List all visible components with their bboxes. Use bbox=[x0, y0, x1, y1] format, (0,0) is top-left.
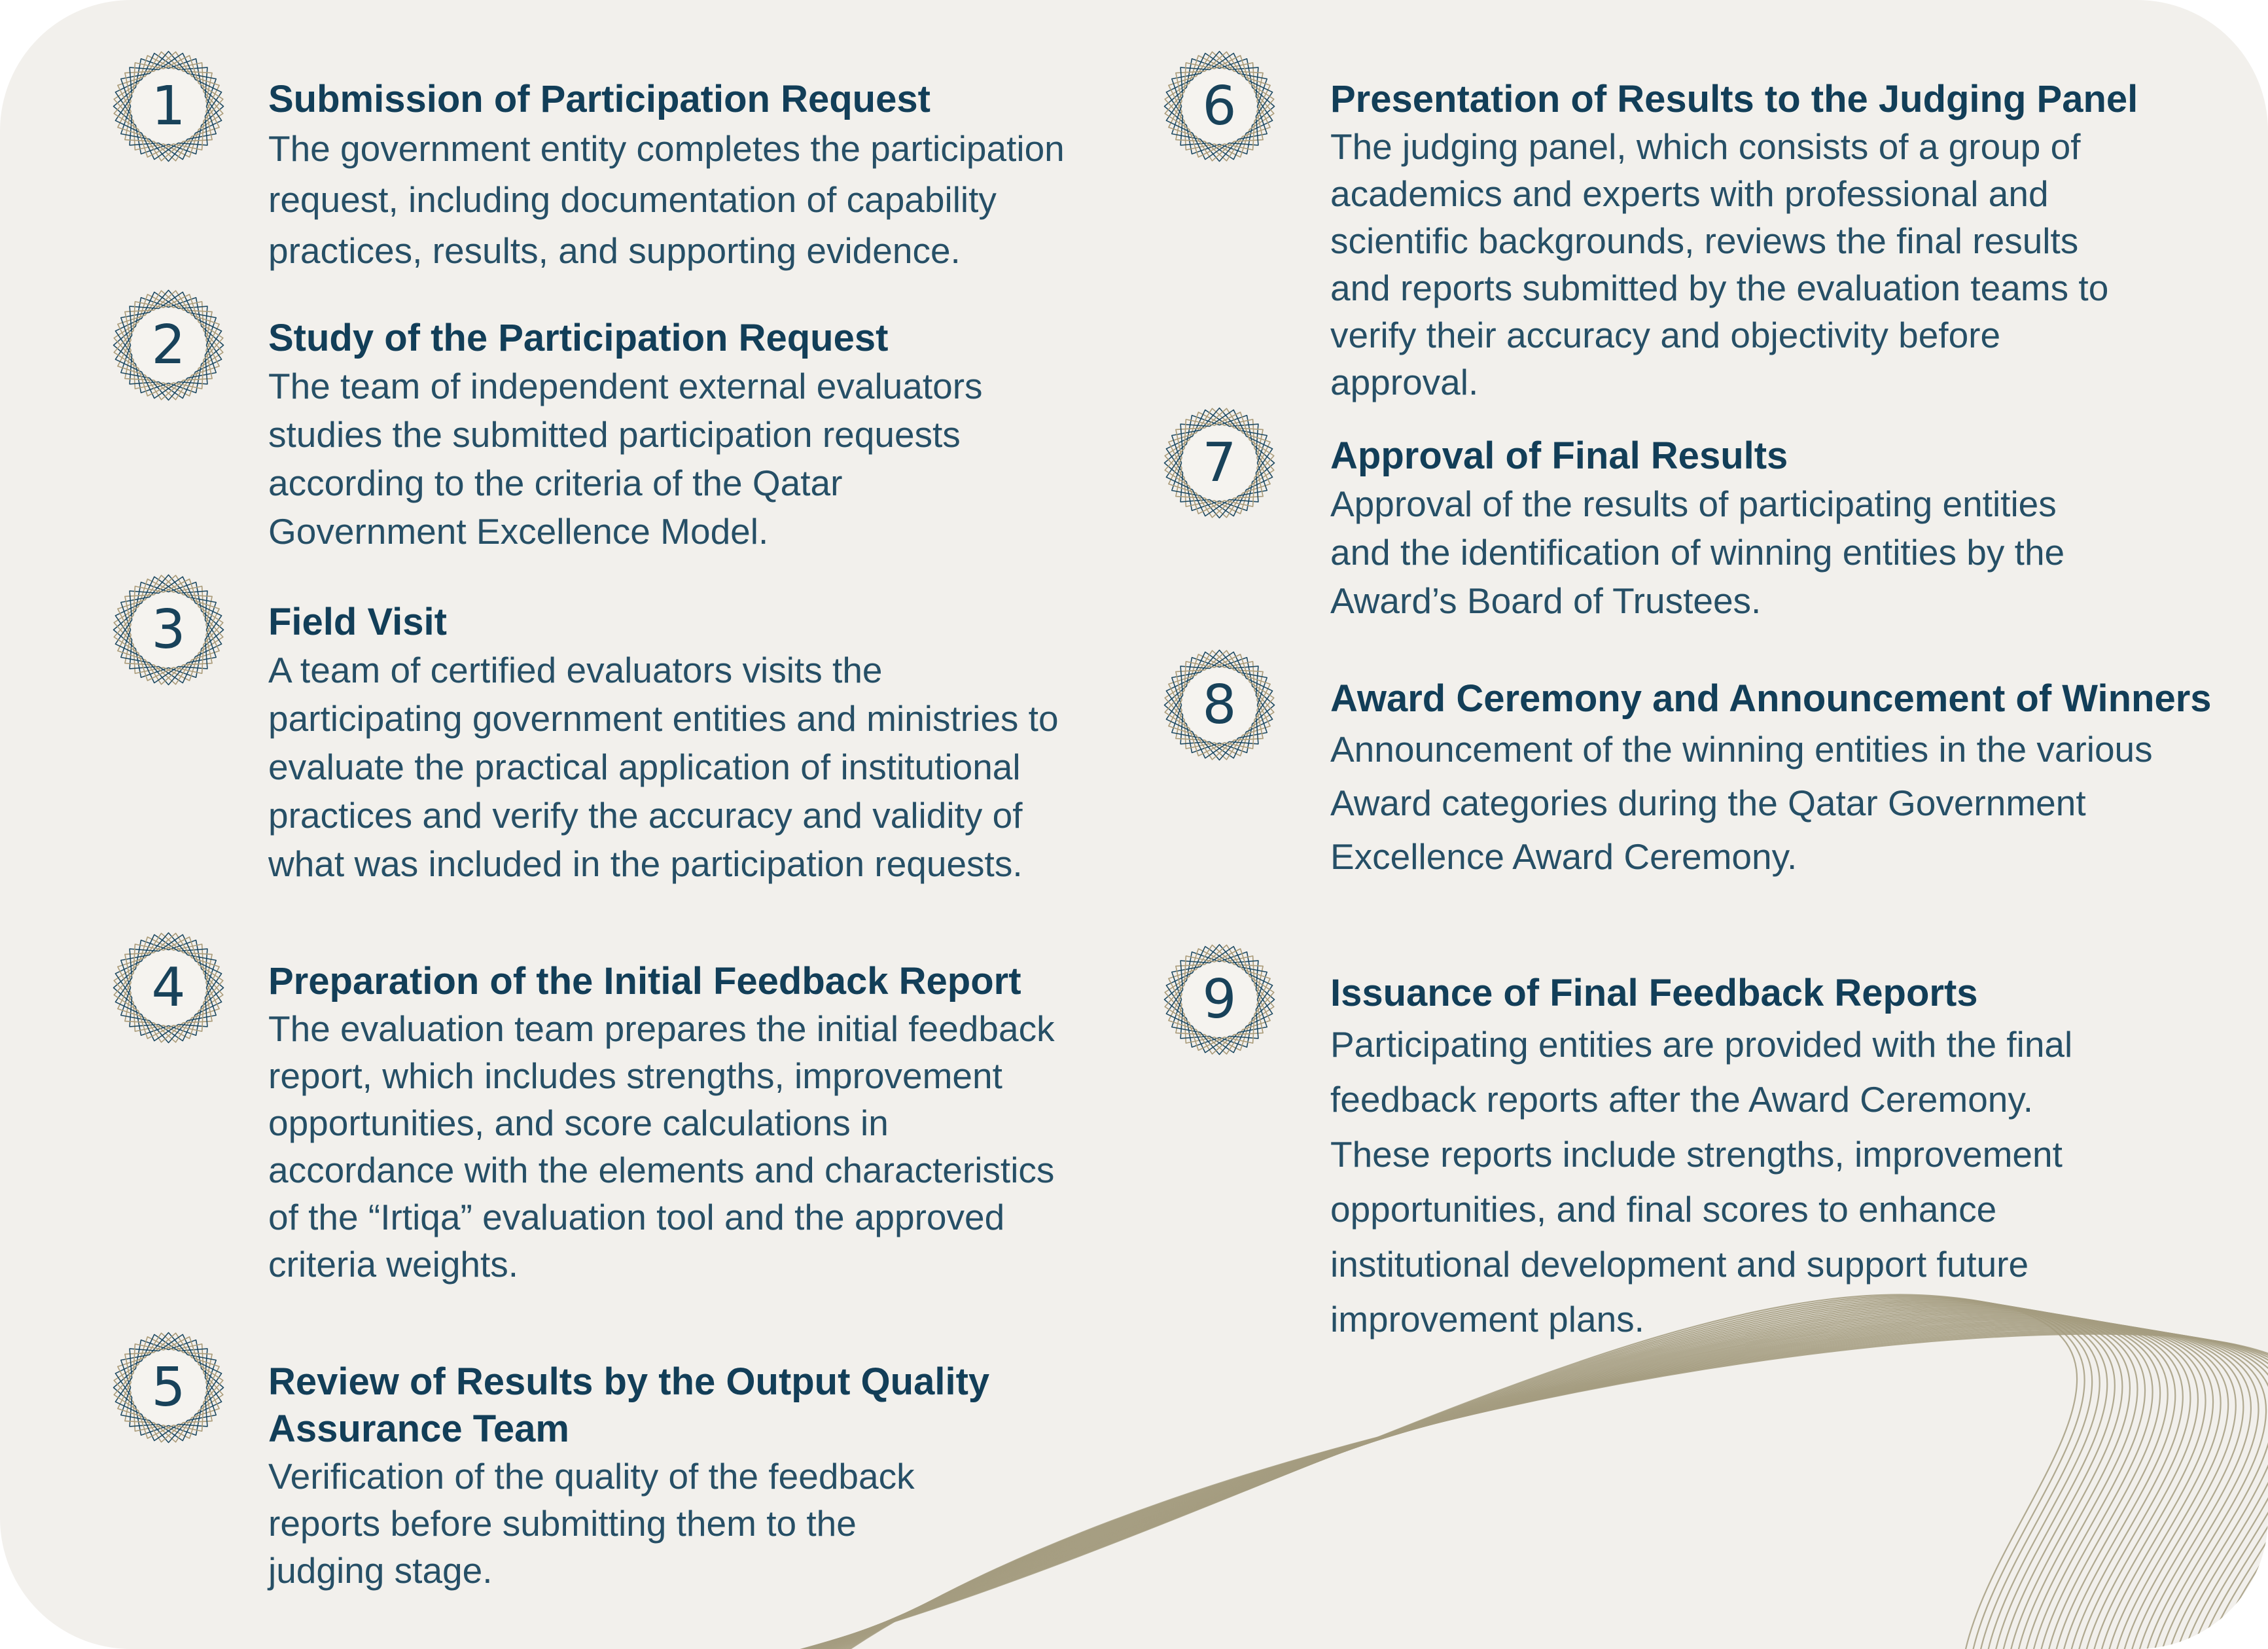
step-description-line: The evaluation team prepares the initial feedback bbox=[268, 1008, 1055, 1049]
step-number: 1 bbox=[151, 75, 186, 137]
step-description-line: criteria weights. bbox=[268, 1244, 519, 1285]
step-description-line: reports before submitting them to the bbox=[268, 1503, 857, 1544]
step-description-line: Excellence Award Ceremony. bbox=[1330, 836, 1798, 877]
step-description-line: approval. bbox=[1330, 362, 1479, 402]
step-description-line: studies the submitted participation requests bbox=[268, 414, 961, 455]
step-number-badge bbox=[111, 931, 226, 1045]
step-text bbox=[268, 1358, 1008, 1594]
step-text bbox=[268, 599, 1119, 888]
step-text bbox=[268, 315, 1119, 556]
step-title: Award Ceremony and Announcement of Winners bbox=[1330, 677, 2212, 720]
step-description-line: practices and verify the accuracy and validity of bbox=[268, 795, 1023, 836]
step-description-line: The judging panel, which consists of a group of bbox=[1330, 126, 2081, 167]
step-description-line: The team of independent external evaluators bbox=[268, 366, 983, 406]
step-description-line: participating government entities and ministries to bbox=[268, 698, 1059, 739]
step-number-badge bbox=[111, 49, 226, 164]
step-number-badge bbox=[111, 288, 226, 402]
step-description-line: judging stage. bbox=[268, 1550, 493, 1591]
step-description-line: of the “Irtiqa” evaluation tool and the approved bbox=[268, 1197, 1005, 1237]
step-title: Preparation of the Initial Feedback Report bbox=[268, 960, 1021, 1002]
step-description-line: and the identification of winning entities by the bbox=[1330, 532, 2065, 573]
step-description-line: report, which includes strengths, improvement bbox=[268, 1055, 1002, 1096]
step-description-line: request, including documentation of capability bbox=[268, 179, 997, 220]
step-title: Study of the Participation Request bbox=[268, 317, 889, 359]
step-description-line: opportunities, and final scores to enhance bbox=[1330, 1189, 1997, 1230]
step-description-line: feedback reports after the Award Ceremony. bbox=[1330, 1079, 2034, 1120]
step-number: 4 bbox=[151, 957, 186, 1019]
step-description-line: verify their accuracy and objectivity before bbox=[1330, 315, 2001, 355]
step-description-line: opportunities, and score calculations in bbox=[268, 1103, 889, 1143]
step-description-line: what was included in the participation requests. bbox=[268, 843, 1023, 884]
step-number-badge bbox=[1162, 406, 1277, 520]
step-number: 2 bbox=[151, 314, 186, 376]
step-description-line: Award categories during the Qatar Government bbox=[1330, 783, 2086, 823]
step-number: 5 bbox=[151, 1356, 186, 1419]
step-description-line: improvement plans. bbox=[1330, 1299, 1644, 1339]
step-description-line: academics and experts with professional and bbox=[1330, 173, 2049, 214]
step-description-line: evaluate the practical application of institutional bbox=[268, 747, 1021, 787]
step-text bbox=[268, 958, 1119, 1288]
step-number: 7 bbox=[1202, 432, 1237, 494]
step-description-line: Verification of the quality of the feedback bbox=[268, 1456, 915, 1497]
step-title: Issuance of Final Feedback Reports bbox=[1330, 972, 1978, 1014]
step-title: Presentation of Results to the Judging Panel bbox=[1330, 78, 2138, 120]
step-number-badge bbox=[1162, 648, 1277, 762]
step-text bbox=[1330, 675, 2233, 883]
step-number-badge bbox=[111, 573, 226, 687]
step-description-line: according to the criteria of the Qatar bbox=[268, 463, 843, 503]
step-title: Submission of Participation Request bbox=[268, 78, 930, 120]
step-description-line: The government entity completes the participation bbox=[268, 128, 1065, 169]
step-description-line: accordance with the elements and characteristics bbox=[268, 1150, 1055, 1190]
step-title: Review of Results by the Output Quality Assurance Team bbox=[268, 1360, 990, 1450]
step-description-line: Announcement of the winning entities in the various bbox=[1330, 729, 2153, 770]
step-description-line: scientific backgrounds, reviews the final results bbox=[1330, 221, 2079, 261]
step-number: 8 bbox=[1202, 674, 1237, 736]
step-description-line: Award’s Board of Trustees. bbox=[1330, 580, 1762, 621]
step-description-line: practices, results, and supporting evidence. bbox=[268, 230, 961, 271]
step-number-badge bbox=[1162, 49, 1277, 164]
step-text bbox=[1330, 76, 2233, 406]
step-number: 9 bbox=[1202, 968, 1237, 1031]
step-description-line: institutional development and support future bbox=[1330, 1244, 2029, 1285]
step-title: Approval of Final Results bbox=[1330, 434, 1788, 477]
step-number: 3 bbox=[151, 599, 186, 661]
step-description-line: Approval of the results of participating entities bbox=[1330, 484, 2057, 524]
step-description-line: Government Excellence Model. bbox=[268, 511, 769, 552]
step-text bbox=[1330, 970, 2233, 1347]
step-text bbox=[268, 76, 1119, 276]
step-number-badge bbox=[1162, 942, 1277, 1057]
step-description-line: Participating entities are provided with the final bbox=[1330, 1024, 2073, 1065]
step-description-line: and reports submitted by the evaluation teams to bbox=[1330, 268, 2109, 308]
step-description-line: These reports include strengths, improvement bbox=[1330, 1134, 2063, 1175]
step-text bbox=[1330, 433, 2233, 625]
step-description-line: A team of certified evaluators visits the bbox=[268, 650, 883, 690]
step-title: Field Visit bbox=[268, 601, 447, 643]
step-number-badge bbox=[111, 1330, 226, 1445]
step-number: 6 bbox=[1202, 75, 1237, 137]
